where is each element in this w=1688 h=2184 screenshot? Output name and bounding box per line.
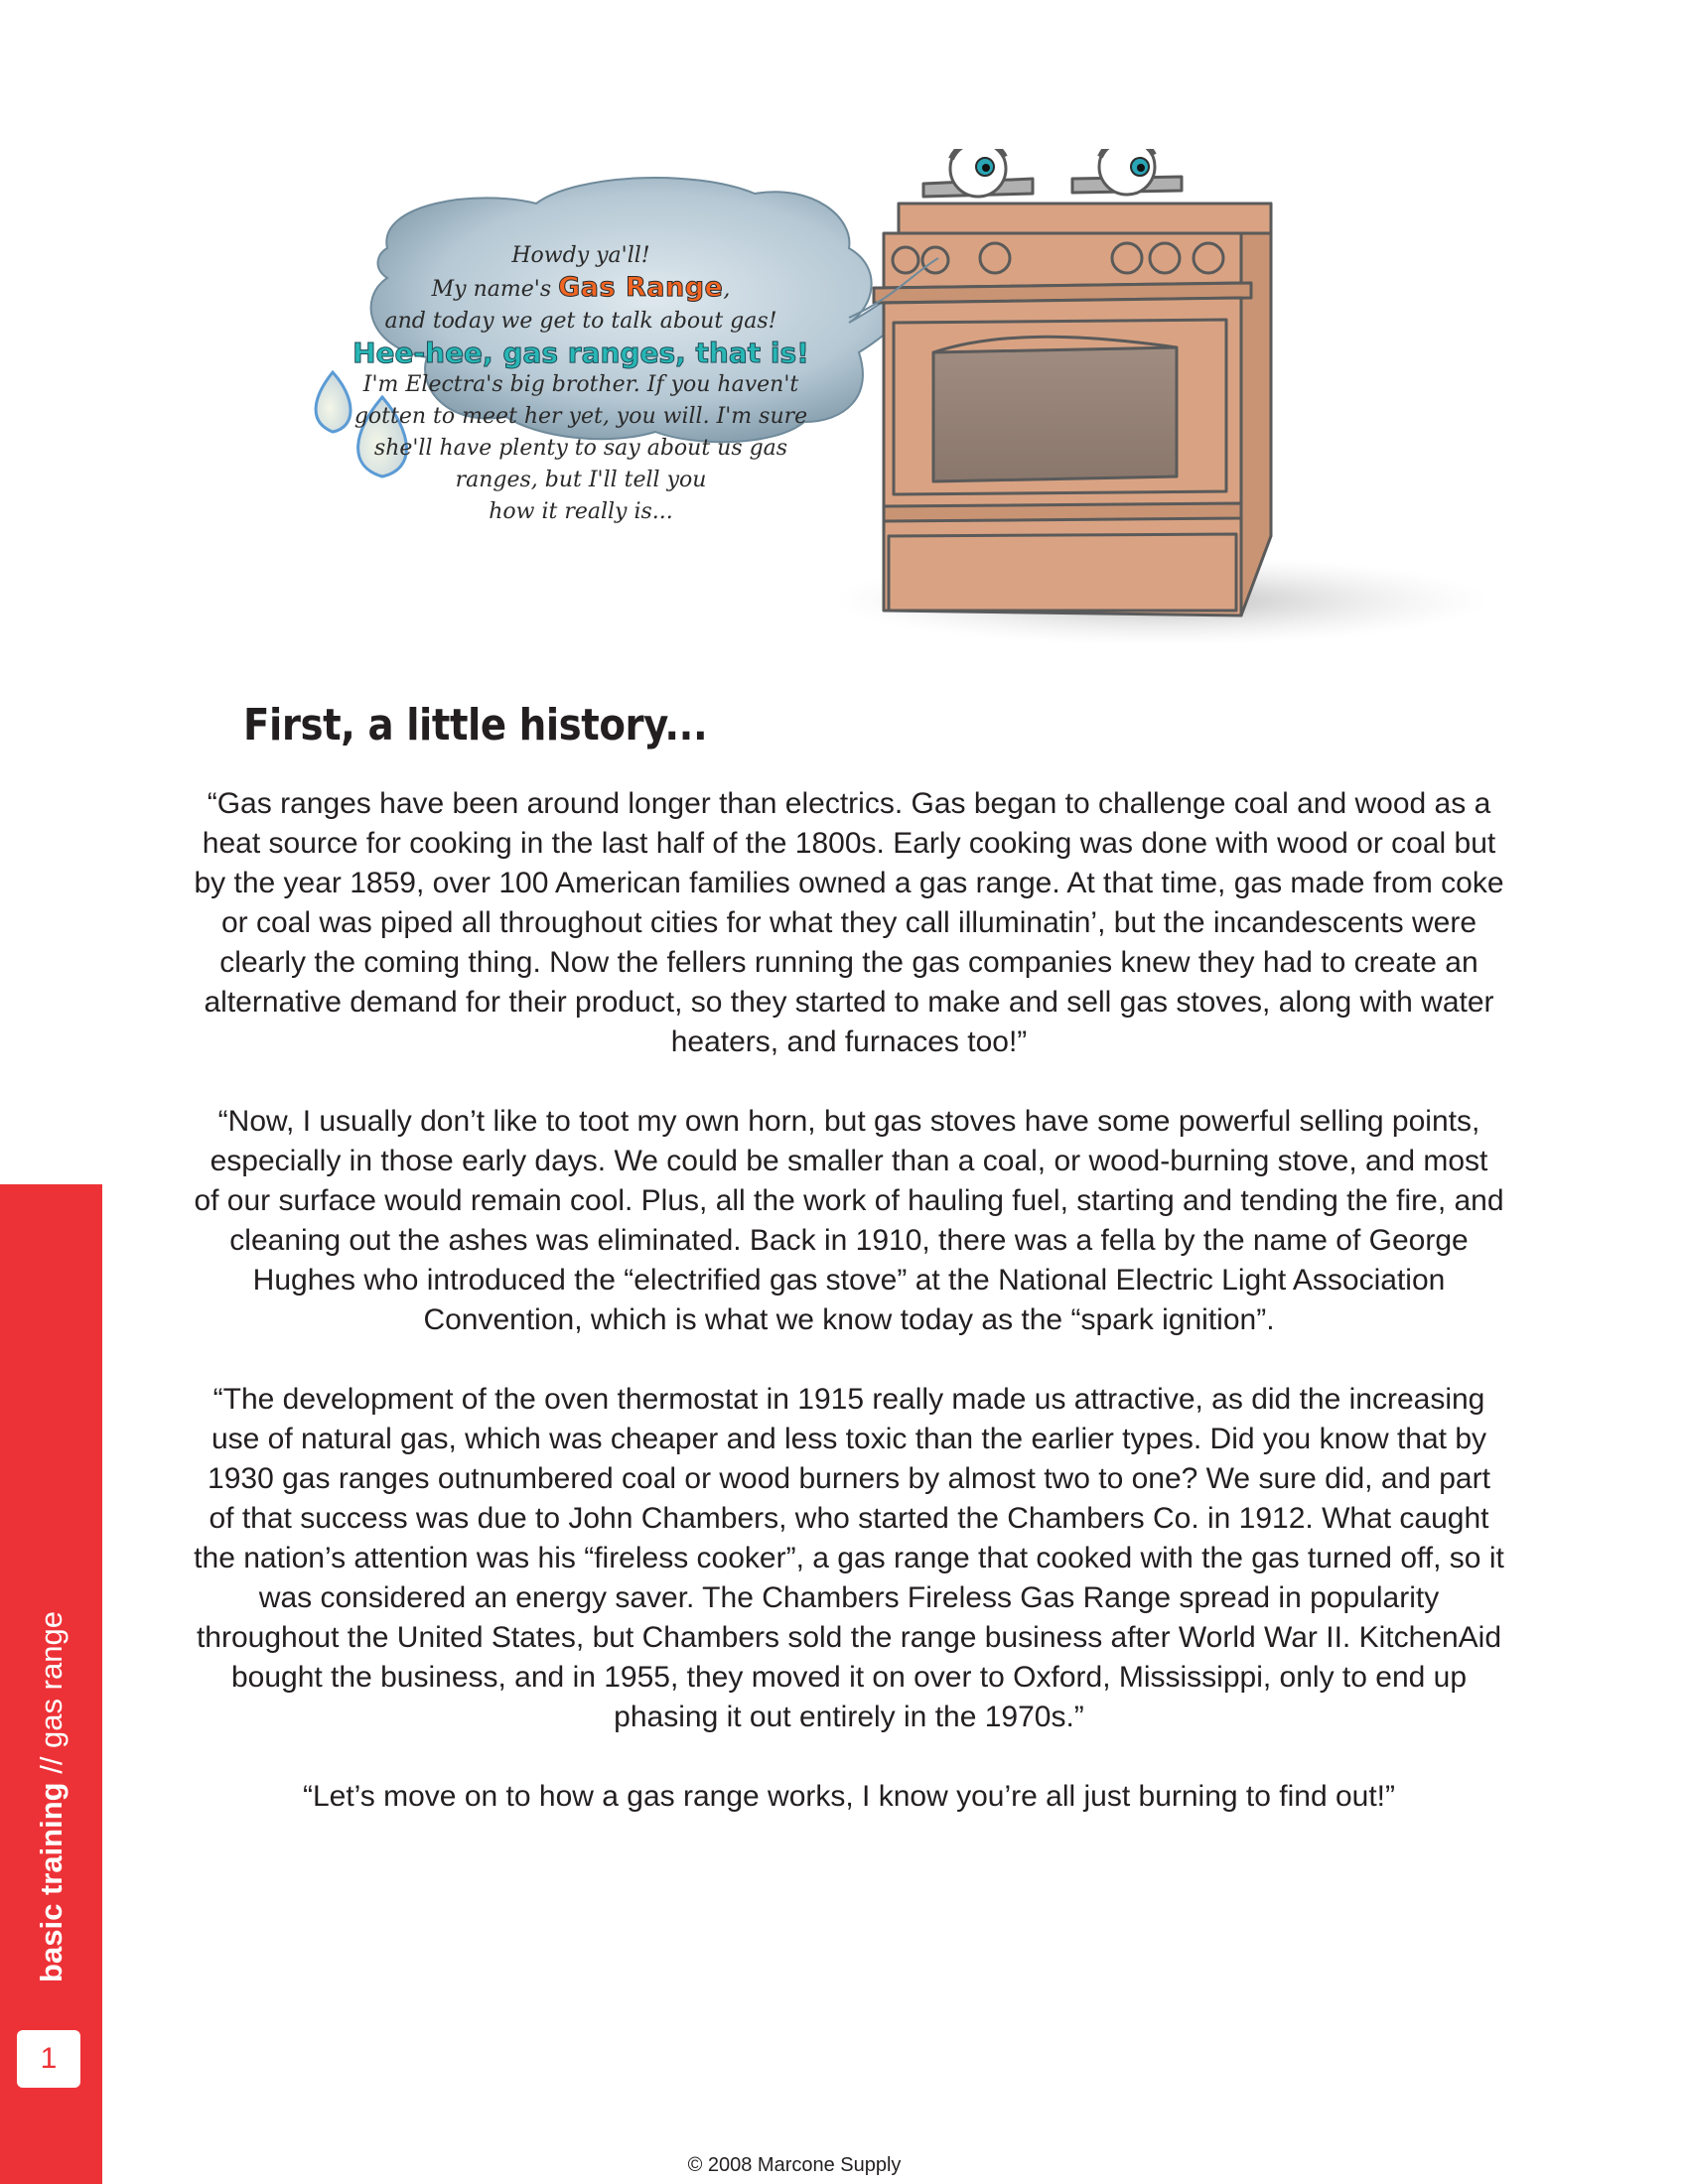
- body-text: [194, 784, 1504, 1856]
- bubble-line-7: she'll have plenty to say about us gas: [373, 436, 788, 461]
- bubble-line-4: Hee-hee, gas ranges, that is!: [352, 337, 809, 369]
- bubble-line-6: gotten to meet her yet, you will. I'm sure: [353, 404, 808, 429]
- bubble-line-2: [328, 272, 834, 306]
- section-label: [34, 1611, 70, 1982]
- bubble-line-2-suffix: ,: [723, 277, 731, 302]
- character-name: Gas Range: [558, 272, 724, 303]
- paragraph-1: “Gas ranges have been around longer than electrics. Gas began to challenge coal and wood as a heat source for cooking in the last half of the 1800s. Early cooking was done with wood or coal but by the year 1859, over 100 American families owned a gas range. At that time, gas made from coke or coal was piped all throughout cities for what they call illuminatin’, but the incandescents were clearly the coming thing. Now the fellers running the gas companies knew they had to create an alternative demand for their product, so they started to make and sell gas stoves, along with water heaters, and furnaces too!”: [194, 787, 1504, 1058]
- stove: [874, 149, 1271, 615]
- copyright-footer: © 2008 Marcone Supply: [687, 2154, 902, 2176]
- speech-bubble-text: [328, 240, 834, 528]
- bubble-line-1: Howdy ya'll!: [511, 243, 650, 268]
- bubble-line-3: and today we get to talk about gas!: [384, 309, 777, 334]
- bubble-line-2-prefix: My name's: [431, 277, 559, 302]
- bubble-line-9: how it really is...: [489, 499, 673, 524]
- section-label-topic: gas range: [34, 1611, 69, 1748]
- section-heading: First, a little history...: [243, 700, 708, 751]
- section-label-bold: basic training: [34, 1782, 69, 1982]
- paragraph-2: “Now, I usually don’t like to toot my own horn, but gas stoves have some powerful selling points, especially in those early days. We could be smaller than a coal, or wood-burning stove, and most of our surface would remain cool. Plus, all the work of hauling fuel, starting and tending the fire, and cleaning out the ashes was eliminated. Back in 1910, there was a fella by the name of George Hughes who introduced the “electrified gas stove” at the National Electric Light Association Convention, which is what we know today as the “spark ignition”.: [194, 1105, 1504, 1336]
- page-number: 1: [17, 2030, 80, 2088]
- stove-eyes: [950, 149, 1155, 197]
- section-label-separator: //: [34, 1747, 69, 1783]
- paragraph-4: “Let’s move on to how a gas range works, I know you’re all just burning to find out!”: [302, 1780, 1396, 1813]
- bubble-line-5: I'm Electra's big brother. If you haven't: [362, 372, 799, 397]
- paragraph-3: “The development of the oven thermostat in 1915 really made us attractive, as did the increasing use of natural gas, which was cheaper and less toxic than the earlier types. Did you know that by 1930 gas ranges outnumbered coal or wood burners by almost two to one? We sure did, and part of that success was due to John Chambers, who started the Chambers Co. in 1912. What caught the nation’s attention was his “fireless cooker”, a gas range that cooked with the gas turned off, so it was considered an energy saver. The Chambers Fireless Gas Range spread in popularity throughout the United States, but Chambers sold the range business after World War II. KitchenAid bought the business, and in 1955, they moved it on over to Oxford, Mississippi, only to end up phasing it out entirely in the 1970s.”: [194, 1383, 1504, 1733]
- bubble-line-8: ranges, but I'll tell you: [455, 468, 707, 492]
